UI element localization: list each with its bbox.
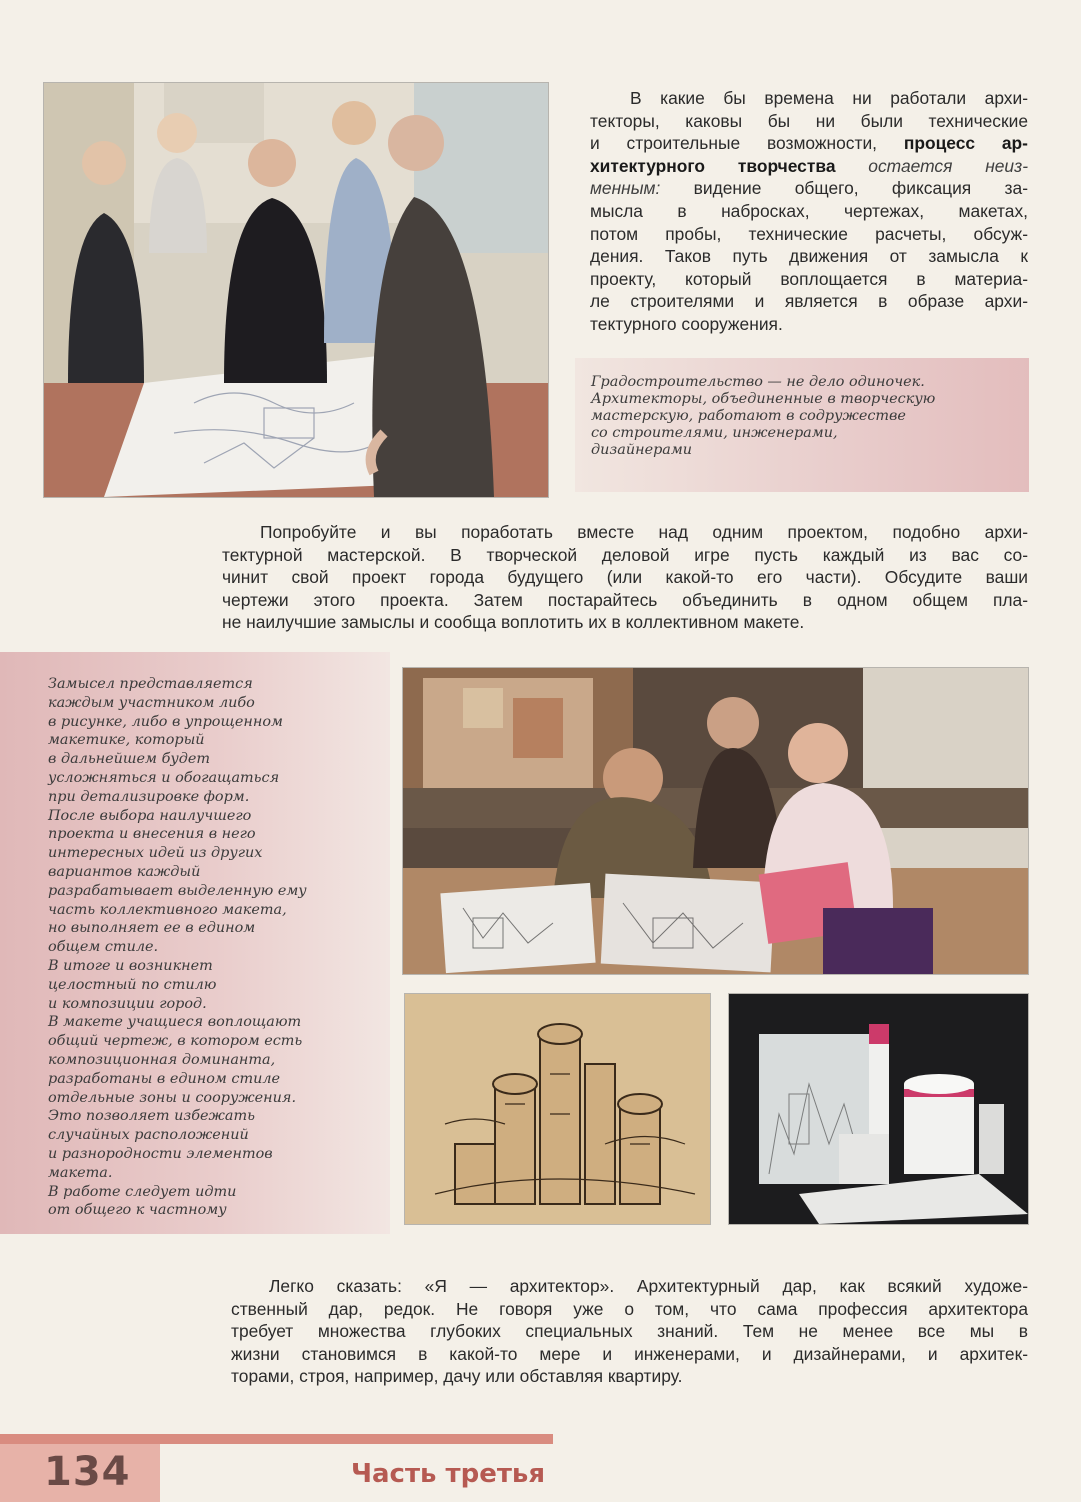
side-note-line: общем стиле. [48,939,159,956]
footer-rule [0,1434,553,1444]
side-note-line: но выполняет ее в едином [48,920,256,937]
bottom-line: Легко сказать: «Я — архитектор». Архитектурный дар, как всякий художе- [269,1276,1028,1296]
middle-line: чинит свой проект города будущего (или какой-то его части). Обсудите ваши [222,567,1028,588]
intro-line-5: менным: видение общего, фиксация за- [590,178,1028,199]
side-note-line: В работе следует идти [48,1183,237,1200]
intro-line-4: хитектурного творчества остается неиз- [590,155,1028,176]
page-number: 134 [44,1449,131,1495]
bottom-line: ственный дар, редок. Не говоря уже о том, что сама профессия архитектора [231,1298,1028,1319]
middle-line: чертежи этого проекта. Затем постарайтесь объединить в одном общем пла- [222,589,1028,610]
side-note-line: разработаны в едином стиле [48,1070,281,1087]
photo-city-drawing [405,994,710,1224]
side-note-line: целостный по стилю [48,976,217,993]
side-note-line: вариантов каждый [48,863,201,880]
side-note-line: макета. [48,1164,113,1181]
side-note-line: интересных идей из других [48,845,263,862]
middle-line: Попробуйте и вы поработать вместе над одним проектом, подобно архи- [260,522,1028,542]
side-note-line: разрабатывает выделенную ему [48,882,307,899]
intro-line-7: потом пробы, технические расчеты, обсуж- [590,223,1028,244]
side-note-line: отдельные зоны и сооружения. [48,1089,297,1106]
photo-city-drawing-image [405,994,710,1224]
caption-top-line: Архитекторы, объединенные в творческую [591,391,936,407]
intro-paragraph [590,87,1028,336]
intro-line-8: дения. Таков путь движения от замысла к [590,246,1028,267]
side-note-line: и разнородности элементов [48,1145,273,1162]
side-note-line: каждым участником либо [48,694,255,711]
middle-line: не наилучшие замыслы и сообща воплотить их в коллективном макете. [222,612,805,633]
bottom-line: торами, строя, например, дачу или обставляя квартиру. [231,1366,683,1387]
intro-line-1: В какие бы времена ни работали архи- [630,88,1028,108]
intro-line-9: проекту, который воплощается в материа- [590,268,1028,289]
caption-top-line: со строителями, инженерами, [591,425,838,441]
intro-line-11: тектурного сооружения. [590,313,783,334]
side-note-line: В макете учащиеся воплощают [48,1014,302,1031]
intro-line-10: ле строителями и является в образе архи- [590,291,1028,312]
bottom-line: жизни становимся в какой-то мере и инженерами, и дизайнерами, и архитек- [231,1343,1028,1364]
caption-urban-planning [591,374,1021,459]
photo-students-working-image [403,668,1028,974]
photo-architects-meeting [44,83,548,497]
side-note-line: часть коллективного макета, [48,901,287,918]
intro-line-2: текторы, каковы бы ни были технические [590,110,1028,131]
term-architectural-creativity: хитектурного творчества [590,155,836,176]
intro-line-6: мысла в набросках, чертежах, макетах, [590,200,1028,221]
middle-paragraph [222,521,1028,634]
caption-top-line: дизайнерами [591,442,693,458]
side-note-line: от общего к частному [48,1202,227,1219]
caption-top-line: Градостроительство — не дело одиночек. [591,374,925,390]
middle-line: тектурной мастерской. В творческой деловой игре пусть каждый из вас со- [222,544,1028,565]
side-note-line: В итоге и возникнет [48,957,213,974]
photo-city-model-image [729,994,1028,1224]
side-note-text [48,675,383,1220]
side-note-line: в дальнейшем будет [48,751,210,768]
side-note-line: в рисунке, либо в упрощенном [48,713,283,730]
side-note-line: случайных расположений [48,1127,249,1144]
caption-top-line: мастерскую, работают в содружестве [591,408,906,424]
intro-line-3: и строительные возможности, процесс ар- [590,133,1028,154]
side-note-line: После выбора наилучшего [48,807,252,824]
term-architectural-process: процесс ар- [903,133,1028,154]
side-note-line: усложняться и обогащаться [48,769,280,786]
side-note-line: и композиции город. [48,995,207,1012]
side-note-line: композиционная доминанта, [48,1051,276,1068]
side-note-line: общий чертеж, в котором есть [48,1033,303,1050]
bottom-paragraph [231,1275,1028,1388]
side-note-line: проекта и внесения в него [48,826,256,843]
photo-students-working [403,668,1028,974]
side-note-line: макетике, который [48,732,205,749]
section-title: Часть третья [351,1459,546,1489]
side-note-line: Это позволяет избежать [48,1108,255,1125]
photo-city-model [729,994,1028,1224]
side-note-line: Замысел представляется [48,676,253,692]
photo-architects-meeting-image [44,83,548,497]
bottom-line: требует множества глубоких специальных знаний. Тем не менее все мы в [231,1321,1028,1342]
side-note-line: при детализировке форм. [48,788,250,805]
